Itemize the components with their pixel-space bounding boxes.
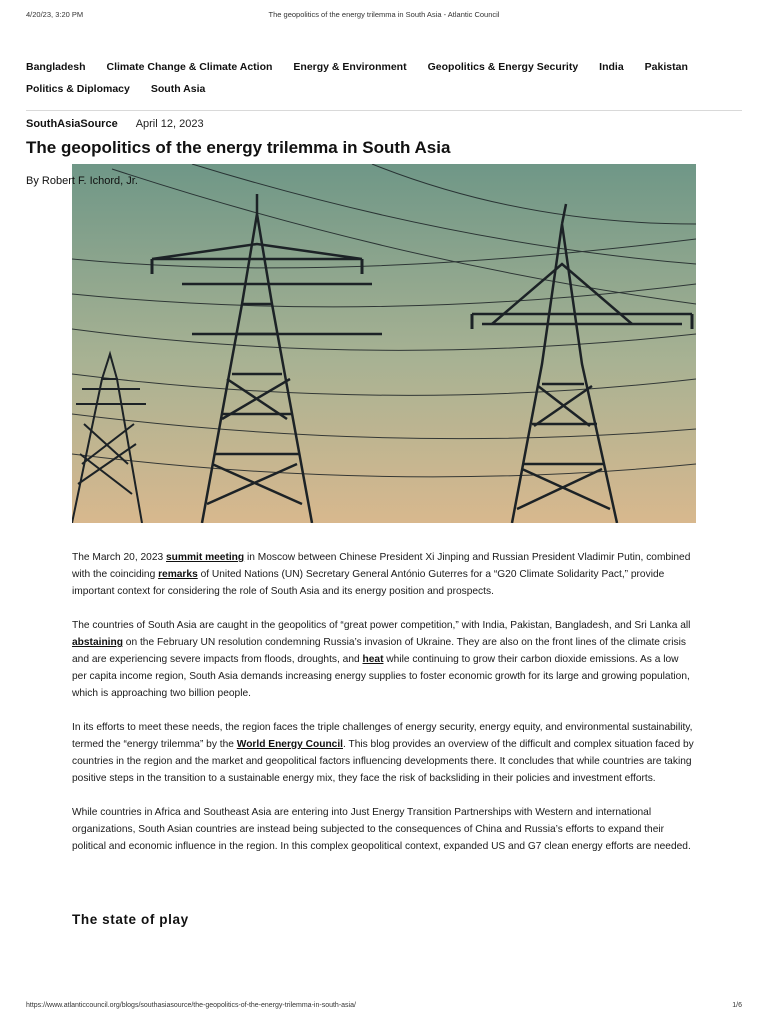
tag-pakistan[interactable]: Pakistan — [644, 61, 688, 73]
article-title: The geopolitics of the energy trilemma in South Asia — [26, 138, 451, 157]
section-heading-state-of-play: The state of play — [72, 912, 189, 927]
print-footer — [26, 1002, 742, 1014]
p3-text-2: . This blog provides an overview of the difficult and complex situation faced by countries in the region and the market and geopolitical factors influencing developments there. It concludes that while countries are taking positive steps in the transition to a sustainable energy mix, they face the risk of backsliding in their policies and investment efforts. — [72, 739, 694, 784]
link-heat[interactable]: heat — [362, 654, 384, 665]
tag-india[interactable]: India — [599, 61, 624, 73]
tag-climate-change[interactable]: Climate Change & Climate Action — [106, 61, 273, 73]
p1-text-2: in Moscow between Chinese President Xi Jinping and Russian President Vladimir Putin, combined with the coinciding — [72, 552, 691, 580]
tag-energy-environment[interactable]: Energy & Environment — [293, 61, 407, 73]
link-abstaining[interactable]: abstaining — [72, 637, 123, 648]
print-url: https://www.atlanticcouncil.org/blogs/southasiasource/the-geopolitics-of-the-energy-trilemma-in-south-asia/ — [26, 1002, 356, 1009]
tag-politics-diplomacy[interactable]: Politics & Diplomacy — [26, 83, 130, 95]
tag-south-asia[interactable]: South Asia — [150, 83, 206, 95]
p1-text-3: of United Nations (UN) Secretary General António Guterres for a “G20 Climate Solidarity Pact,” provide important context for considering the role of South Asia and its energy position and prospects. — [72, 569, 665, 597]
p3-text-1: In its efforts to meet these needs, the region faces the triple challenges of energy security, energy equity, and environmental sustainability, termed the “energy trilemma” by the — [72, 722, 693, 750]
article-body — [72, 549, 696, 872]
link-world-energy-council[interactable]: World Energy Council — [236, 739, 343, 750]
print-header — [26, 10, 742, 22]
tag-bangladesh[interactable]: Bangladesh — [26, 61, 86, 73]
paragraph-3 — [72, 719, 696, 787]
power-towers-illustration — [72, 164, 696, 523]
article-meta — [26, 118, 204, 130]
hero-image — [72, 164, 696, 523]
link-remarks[interactable]: remarks — [158, 569, 198, 580]
print-datetime: 4/20/23, 3:20 PM — [26, 10, 84, 19]
paragraph-2 — [72, 617, 696, 702]
link-summit-meeting[interactable]: summit meeting — [166, 552, 245, 563]
topic-tags-row-2 — [26, 78, 742, 100]
article-date: April 12, 2023 — [135, 118, 204, 130]
paragraph-4: While countries in Africa and Southeast Asia are entering into Just Energy Transition Partnerships with Western and international organizations, South Asian countries are instead being subjected to the consequences of China and Russia’s efforts to expand their political and economic influence in the region. In this complex geopolitical context, expanded US and G7 clean energy efforts are needed. — [72, 807, 691, 852]
p2-text-2: on the February UN resolution condemning Russia’s invasion of Ukraine. They are also on the front lines of the climate crisis and are experiencing severe impacts from floods, droughts, and — [72, 637, 686, 665]
paragraph-1 — [72, 549, 696, 600]
p1-text-1: The March 20, 2023 — [72, 552, 167, 563]
print-page-number: 1/6 — [732, 1002, 742, 1009]
p2-text-3: while continuing to grow their carbon dioxide emissions. As a low per capita income region, South Asia demands increasing energy supplies to foster economic growth for its large and growing population, which is approaching two billion people. — [72, 654, 690, 699]
topic-tags-nav — [26, 56, 742, 111]
print-page-title: The geopolitics of the energy trilemma in South Asia - Atlantic Council — [268, 10, 500, 19]
p2-text-1: The countries of South Asia are caught in the geopolitics of “great power competition,” with India, Pakistan, Bangladesh, and Sri Lanka all — [72, 620, 691, 631]
article-source[interactable]: SouthAsiaSource — [26, 118, 118, 130]
tag-geopolitics-energy-security[interactable]: Geopolitics & Energy Security — [427, 61, 579, 73]
topic-tags-row-1 — [26, 56, 742, 78]
article-byline: By Robert F. Ichord, Jr. — [26, 175, 138, 187]
